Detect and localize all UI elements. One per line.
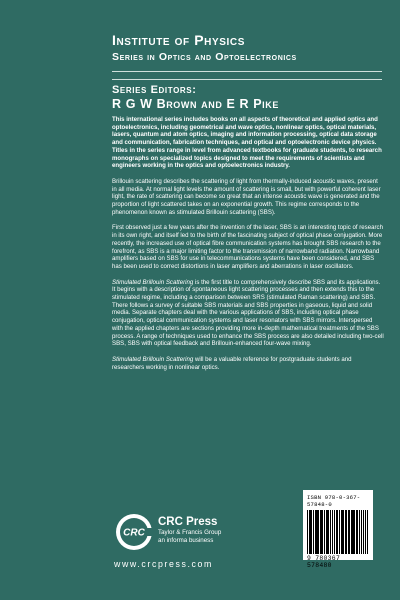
publisher-group: Taylor & Francis Group xyxy=(158,529,222,536)
barcode-stripe xyxy=(351,510,352,554)
barcode-stripe xyxy=(326,510,327,554)
barcode-stripe xyxy=(310,510,311,554)
institute-name: Institute of Physics xyxy=(112,32,246,48)
barcode-stripe xyxy=(348,510,349,554)
series-editors xyxy=(112,84,382,112)
crc-logo-icon xyxy=(114,512,154,552)
barcode-stripe xyxy=(327,510,328,554)
barcode-stripe xyxy=(334,510,335,554)
paragraph-audience-text: will be a valuable reference for postgraduate students and researchers working in nonlinear optics. xyxy=(112,355,352,371)
series-title: Series in Optics and Optoelectronics xyxy=(112,51,297,63)
paragraph-contents xyxy=(112,279,384,348)
divider-top xyxy=(112,71,382,72)
barcode-stripe xyxy=(307,510,308,554)
barcode-stripe xyxy=(363,510,364,554)
barcode-bars xyxy=(307,510,369,554)
divider-bottom xyxy=(112,79,382,80)
barcode-stripe xyxy=(356,510,357,554)
barcode-stripe xyxy=(361,510,362,554)
paragraph-history: First observed just a few years after the invention of the laser, SBS is an interesting topic of research in its own right, and itself led to the birth of the fascinating subject of optical phase conjugation. More recently, the increased use of optical fibre communication systems has brought SBS research to the forefront, as SBS is a major limiting factor to the transmission of narrowband radiation. Narrowband amplifiers based on SBS for use in telecommunications systems have been considered, and SBS has been used to correct distortions in laser amplifiers and aberrations in laser oscillators. xyxy=(112,224,383,270)
barcode-stripe xyxy=(332,510,333,554)
paragraph-brillouin: Brillouin scattering describes the scattering of light from thermally-induced acoustic waves, present in all media. At normal light levels the amount of scattering is small, but with powerful coherent laser light, the rate of scattering can become so great that an intense acoustic wave is generated and the proportion of light scattered takes on an exponential growth. This regime corresponds to the phenomenon known as stimulated Brillouin scattering (SBS). xyxy=(112,177,381,216)
paragraph-audience xyxy=(112,356,384,371)
barcode-stripe xyxy=(357,510,358,554)
barcode-stripe xyxy=(339,510,340,554)
barcode-stripe xyxy=(341,510,342,554)
series-intro-paragraph: This international series includes books on all aspects of theoretical and applied optics and optoelectronics, including geometrical and wave optics, nonlinear optics, optical materials, lasers, quantum and atom optics, imaging and information processing, optical data storage and communication, fabrication techniques, and optical and optoelectronic device physics. Titles in the series range in level from advanced textbooks for graduate students, to research monographs on specialized topics designed to meet the requirements of scientists and engineers working in the optics and optoelectronics industry. xyxy=(112,116,382,170)
publisher-url: www.crcpress.com xyxy=(114,559,213,569)
book-title-ref: Stimulated Brillouin Scattering xyxy=(112,355,194,363)
editors-label: Series Editors: xyxy=(112,84,197,96)
isbn-barcode xyxy=(303,490,373,569)
barcode-stripe xyxy=(359,510,360,554)
publisher-name: CRC Press xyxy=(158,516,218,528)
publisher-info xyxy=(158,516,268,545)
barcode-stripe xyxy=(330,510,331,554)
barcode-stripe xyxy=(316,510,318,554)
barcode-stripe xyxy=(320,510,321,554)
barcode-stripe xyxy=(345,510,346,554)
barcode-stripe xyxy=(309,510,310,554)
series-header xyxy=(112,32,382,64)
book-title-ref: Stimulated Brillouin Scattering xyxy=(112,278,194,286)
barcode-stripe xyxy=(315,510,316,554)
barcode-stripe xyxy=(346,510,347,554)
barcode-stripe xyxy=(367,510,368,554)
paragraph-contents-text: is the first title to comprehensively describe SBS and its applications. It begins with a description of spontaneous light scattering processes and then extends this to the stimulated regime, including a comparison between SRS (stimulated Raman scattering) and SBS. There follows a survey of suitable SBS materials and SBS properties in gaseous, liquid and solid media. Separate chapters deal with the various applications of SBS, including optical phase conjugation, optical communication systems and laser resonators with SBS mirrors. Interspersed with the applied chapters are sections providing more in-depth mathematical treatments of the SBS process. A range of techniques used to enhance the SBS process are also detailed including two-cell SBS, SBS with optical feedback and Brillouin-enhanced four-wave mixing. xyxy=(112,278,384,348)
barcode-stripe xyxy=(321,510,322,554)
barcode-stripe xyxy=(365,510,366,554)
barcode-stripe xyxy=(352,510,354,554)
barcode-stripe xyxy=(342,510,343,554)
editors-names: R G W Brown and E R Pike xyxy=(112,97,279,111)
publisher-tagline: an informa business xyxy=(158,536,214,544)
isbn-text: ISBN 978-0-367-57848-0 xyxy=(307,494,361,508)
crc-logo-text: CRC xyxy=(123,527,145,539)
description xyxy=(112,116,384,379)
barcode-stripe xyxy=(336,510,338,554)
barcode-stripe xyxy=(313,510,314,554)
barcode-stripe xyxy=(324,510,325,554)
barcode-digits: 9 780367 578480 xyxy=(307,555,341,569)
